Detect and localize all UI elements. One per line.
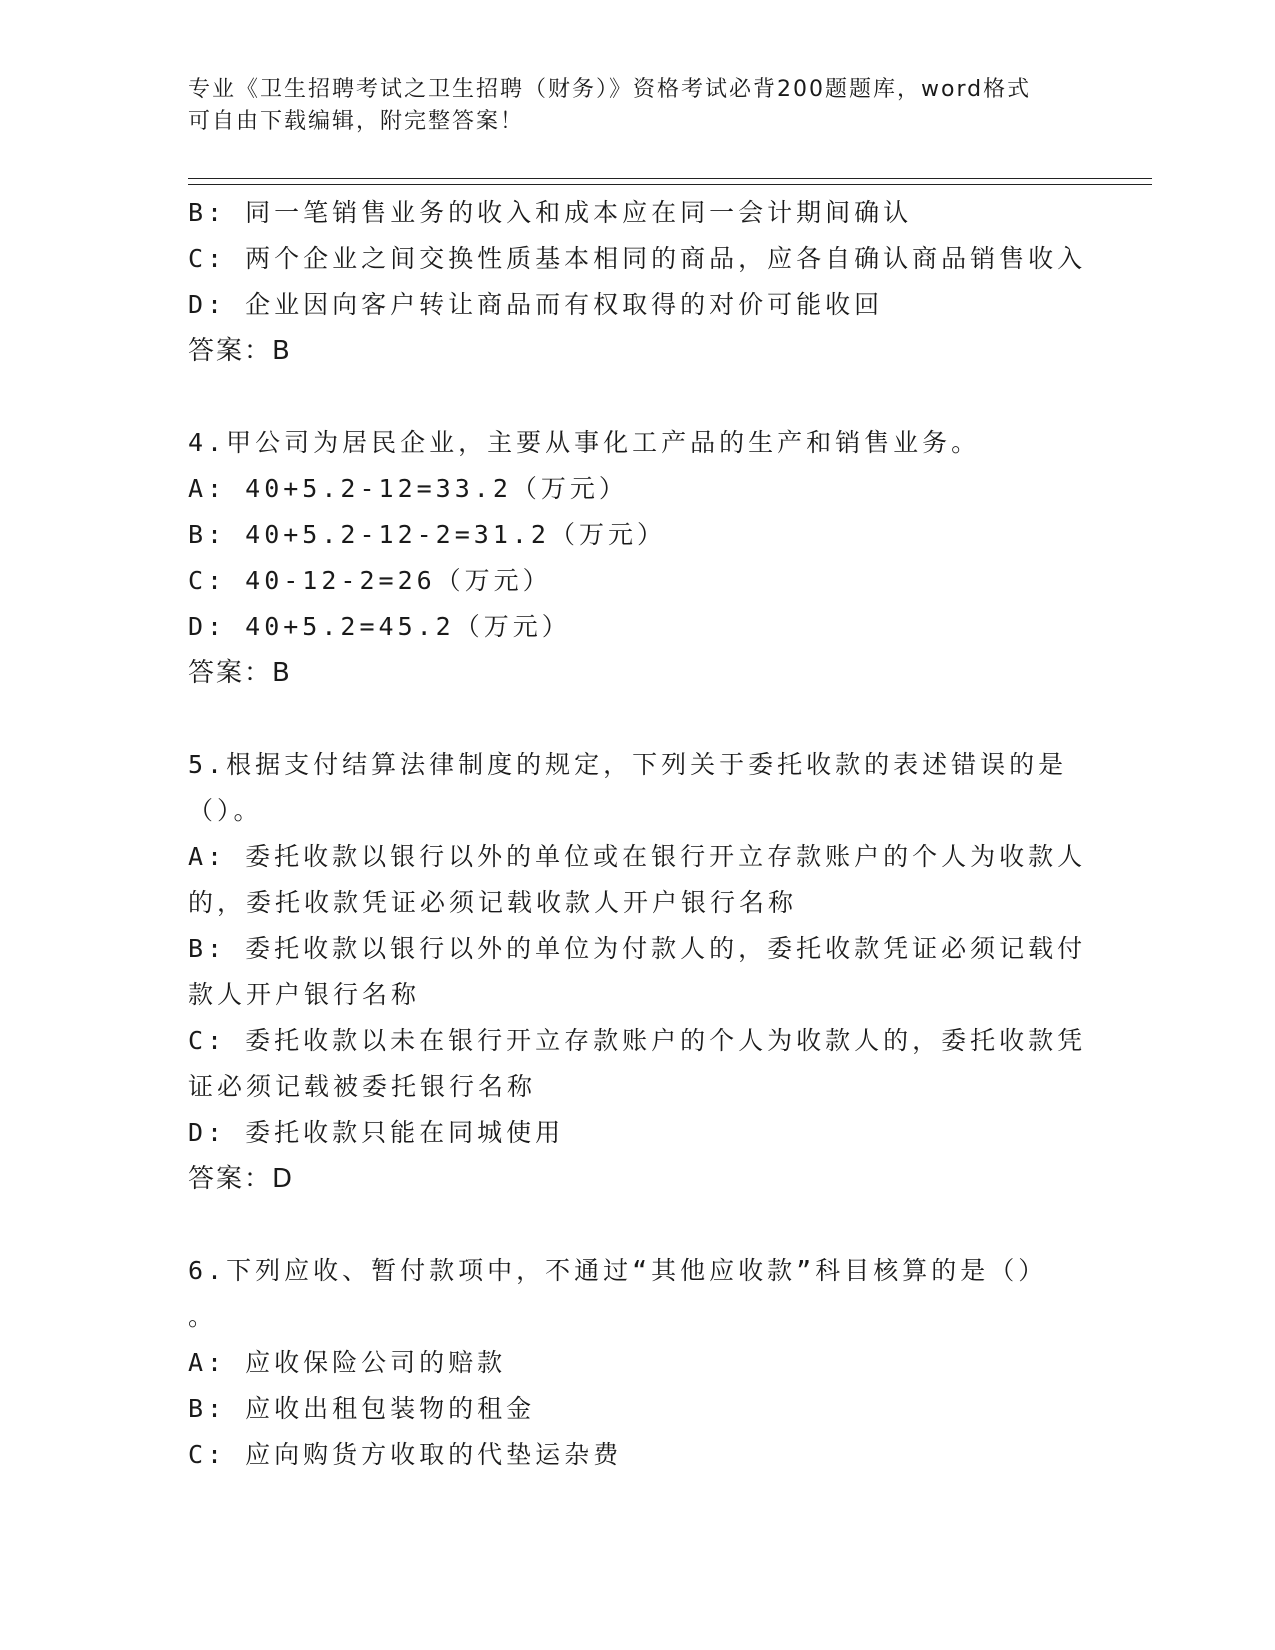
answer: 答案：D <box>188 1164 295 1194</box>
question-stem-cont: 。 <box>188 1302 218 1331</box>
question-6 <box>188 1248 1088 1478</box>
header-rule-bottom <box>188 184 1152 185</box>
option-c: C: 40-12-2=26（万元） <box>188 566 552 595</box>
option-c: C: 委托收款以未在银行开立存款账户的个人为收款人的，委托收款凭 <box>188 1026 1087 1055</box>
option-b: B: 40+5.2-12-2=31.2（万元） <box>188 520 666 549</box>
header-line-1: 专业《卫生招聘考试之卫生招聘（财务）》资格考试必背200题题库，word格式 <box>188 77 1032 102</box>
question-5 <box>188 742 1088 1202</box>
option-c-cont: 证必须记载被委托银行名称 <box>188 1072 537 1101</box>
question-stem: 4.甲公司为居民企业，主要从事化工产品的生产和销售业务。 <box>188 428 981 457</box>
question-4 <box>188 420 1088 696</box>
option-a: A: 委托收款以银行以外的单位或在银行开立存款账户的个人为收款人 <box>188 842 1087 871</box>
header-rule-top <box>188 178 1152 179</box>
spacer <box>188 696 1088 742</box>
option-b: B: 委托收款以银行以外的单位为付款人的，委托收款凭证必须记载付 <box>188 934 1087 963</box>
answer: 答案：B <box>188 336 292 366</box>
question-list <box>188 190 1088 1478</box>
option-a: A: 应收保险公司的赔款 <box>188 1348 507 1377</box>
question-stem: 6.下列应收、暂付款项中，不通过“其他应收款”科目核算的是（） <box>188 1256 1048 1285</box>
spacer <box>188 1202 1088 1248</box>
option-d: D: 40+5.2=45.2（万元） <box>188 612 571 641</box>
option-c: C: 应向购货方收取的代垫运杂费 <box>188 1440 623 1469</box>
header-line-2: 可自由下载编辑，附完整答案！ <box>188 109 525 134</box>
option-c: C: 两个企业之间交换性质基本相同的商品，应各自确认商品销售收入 <box>188 244 1087 273</box>
option-a: A: 40+5.2-12=33.2（万元） <box>188 474 628 503</box>
answer: 答案：B <box>188 658 292 688</box>
option-d: D: 委托收款只能在同城使用 <box>188 1118 565 1147</box>
question-stem-cont: （）。 <box>188 796 263 825</box>
question-3 <box>188 190 1088 374</box>
option-d: D: 企业因向客户转让商品而有权取得的对价可能收回 <box>188 290 884 319</box>
option-b: B: 同一笔销售业务的收入和成本应在同一会计期间确认 <box>188 198 913 227</box>
option-b-cont: 款人开户银行名称 <box>188 980 421 1009</box>
option-a-cont: 的，委托收款凭证必须记载收款人开户银行名称 <box>188 888 798 917</box>
option-b: B: 应收出租包装物的租金 <box>188 1394 536 1423</box>
document-header <box>188 74 1068 138</box>
question-stem: 5.根据支付结算法律制度的规定，下列关于委托收款的表述错误的是 <box>188 750 1068 779</box>
spacer <box>188 374 1088 420</box>
